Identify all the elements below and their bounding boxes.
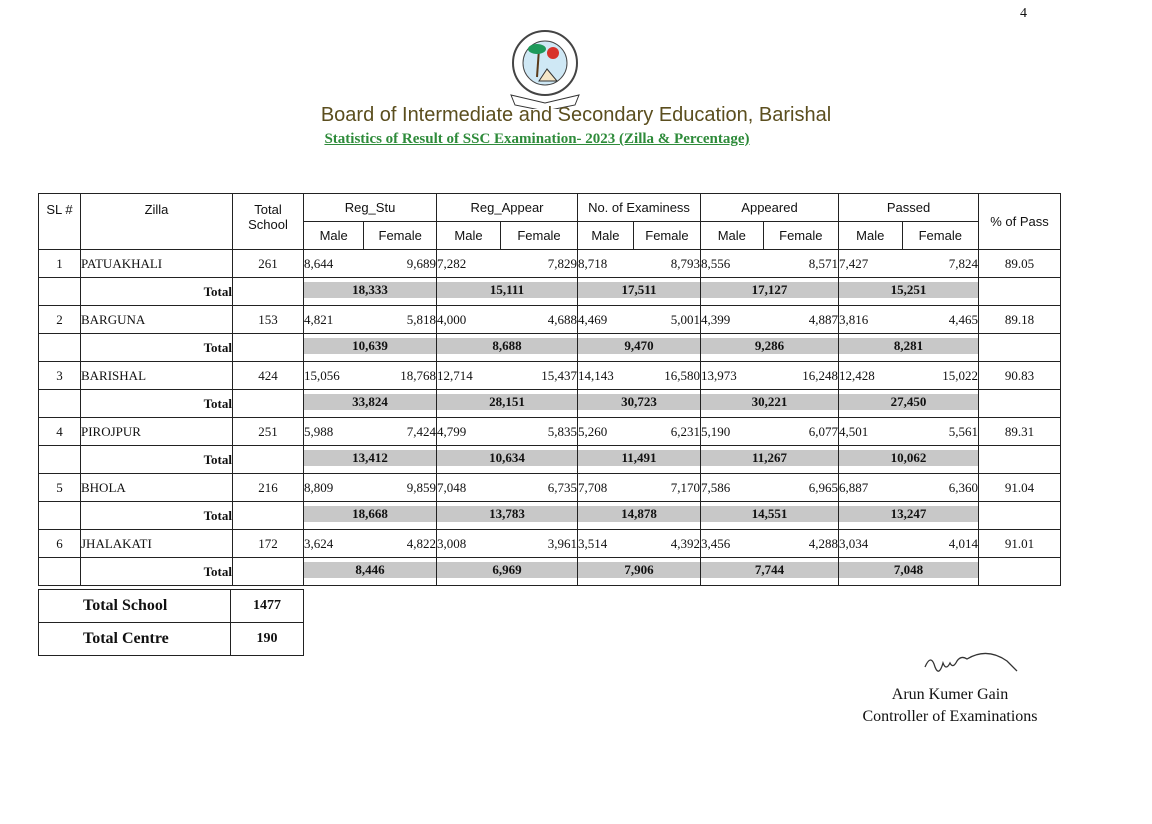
zilla-total-row bbox=[39, 278, 1061, 306]
gender-subheader bbox=[701, 222, 839, 250]
male-value: 4,501 bbox=[839, 423, 869, 439]
gender-subheader bbox=[437, 222, 578, 250]
signatory-designation: Controller of Examinations bbox=[862, 708, 1038, 725]
sl-cell: 4 bbox=[39, 418, 81, 446]
group-total-value: 14,878 bbox=[578, 506, 700, 522]
pass-pct-cell: 91.04 bbox=[979, 474, 1061, 502]
group-total-value: 28,151 bbox=[437, 394, 577, 410]
female-value: 18,768 bbox=[400, 367, 436, 383]
female-value: 15,022 bbox=[942, 367, 978, 383]
gender-subheader bbox=[304, 222, 437, 250]
male-value: 5,260 bbox=[578, 423, 608, 439]
group-total-value: 10,639 bbox=[304, 338, 436, 354]
group-total-value: 8,688 bbox=[437, 338, 577, 354]
male-value: 4,821 bbox=[304, 311, 334, 327]
female-value: 6,360 bbox=[948, 479, 978, 495]
female-value: 5,818 bbox=[406, 311, 436, 327]
total-school-cell: 172 bbox=[233, 530, 304, 558]
total-school-cell: 424 bbox=[233, 362, 304, 390]
gender-pair-cell bbox=[437, 530, 578, 558]
female-value: 15,437 bbox=[541, 367, 577, 383]
report-subtitle: Statistics of Result of SSC Examination- 2023 (Zilla & Percentage) bbox=[324, 131, 750, 147]
total-label: Total bbox=[81, 558, 233, 586]
gender-pair-cell bbox=[578, 362, 701, 390]
group-total-value: 13,247 bbox=[839, 506, 978, 522]
gender-pair-cell bbox=[437, 250, 578, 278]
pass-pct-cell: 89.05 bbox=[979, 250, 1061, 278]
subheader-male: Male bbox=[701, 222, 764, 249]
total-label: Total bbox=[81, 334, 233, 362]
sl-cell: 3 bbox=[39, 362, 81, 390]
group-total-value: 18,333 bbox=[304, 282, 436, 298]
female-value: 9,689 bbox=[406, 255, 436, 271]
male-value: 4,469 bbox=[578, 311, 608, 327]
total-school-value: 1477 bbox=[231, 590, 304, 623]
female-value: 6,735 bbox=[547, 479, 577, 495]
zilla-cell: BARISHAL bbox=[81, 362, 233, 390]
group-total-value: 6,969 bbox=[437, 562, 577, 578]
female-value: 6,077 bbox=[808, 423, 838, 439]
pass-pct-cell: 90.83 bbox=[979, 362, 1061, 390]
header-zilla: Zilla bbox=[81, 194, 233, 250]
total-school-cell: 153 bbox=[233, 306, 304, 334]
pass-pct-cell: 91.01 bbox=[979, 530, 1061, 558]
male-value: 7,048 bbox=[437, 479, 467, 495]
group-total-value: 8,446 bbox=[304, 562, 436, 578]
male-value: 8,809 bbox=[304, 479, 334, 495]
male-value: 6,887 bbox=[839, 479, 869, 495]
header-reg-appear: Reg_Appear bbox=[437, 194, 578, 222]
gender-pair-cell bbox=[578, 250, 701, 278]
total-label: Total bbox=[81, 390, 233, 418]
zilla-total-row bbox=[39, 446, 1061, 474]
male-value: 3,456 bbox=[701, 535, 731, 551]
group-total-value: 9,286 bbox=[701, 338, 838, 354]
gender-pair-cell bbox=[701, 306, 839, 334]
female-value: 7,170 bbox=[670, 479, 700, 495]
subheader-male: Male bbox=[437, 222, 501, 249]
group-total-value: 30,221 bbox=[701, 394, 838, 410]
gender-pair-cell bbox=[578, 474, 701, 502]
group-total-value: 13,412 bbox=[304, 450, 436, 466]
signature-block bbox=[830, 645, 1070, 726]
female-value: 8,571 bbox=[808, 255, 838, 271]
female-value: 6,231 bbox=[670, 423, 700, 439]
board-title: Board of Intermediate and Secondary Education, Barishal bbox=[320, 104, 832, 126]
sl-cell: 5 bbox=[39, 474, 81, 502]
subheader-male: Male bbox=[839, 222, 903, 249]
group-total-value: 9,470 bbox=[578, 338, 700, 354]
gender-subheader bbox=[578, 222, 701, 250]
male-value: 3,034 bbox=[839, 535, 869, 551]
gender-pair-cell bbox=[839, 250, 979, 278]
male-value: 14,143 bbox=[578, 367, 614, 383]
male-value: 8,718 bbox=[578, 255, 608, 271]
group-total-value: 10,062 bbox=[839, 450, 978, 466]
male-value: 3,816 bbox=[839, 311, 869, 327]
male-value: 3,624 bbox=[304, 535, 334, 551]
gender-pair-cell bbox=[701, 474, 839, 502]
female-value: 5,835 bbox=[547, 423, 577, 439]
gender-pair-cell bbox=[839, 362, 979, 390]
female-value: 16,580 bbox=[664, 367, 700, 383]
female-value: 7,424 bbox=[406, 423, 436, 439]
male-value: 7,427 bbox=[839, 255, 869, 271]
subheader-female: Female bbox=[645, 228, 689, 243]
group-total-value: 18,668 bbox=[304, 506, 436, 522]
gender-subheader bbox=[839, 222, 979, 250]
total-school-cell: 216 bbox=[233, 474, 304, 502]
female-value: 4,014 bbox=[948, 535, 978, 551]
female-value: 4,822 bbox=[406, 535, 436, 551]
subheader-female: Female bbox=[517, 228, 561, 243]
header-pass-pct: % of Pass bbox=[979, 194, 1061, 250]
subheader-female: Female bbox=[378, 228, 422, 243]
female-value: 8,793 bbox=[670, 255, 700, 271]
male-value: 3,514 bbox=[578, 535, 608, 551]
gender-pair-cell bbox=[839, 530, 979, 558]
zilla-cell: BHOLA bbox=[81, 474, 233, 502]
group-total-value: 10,634 bbox=[437, 450, 577, 466]
sl-cell: 2 bbox=[39, 306, 81, 334]
gender-pair-cell bbox=[304, 474, 437, 502]
zilla-cell: PATUAKHALI bbox=[81, 250, 233, 278]
group-total-value: 17,127 bbox=[701, 282, 838, 298]
total-school-cell: 251 bbox=[233, 418, 304, 446]
gender-pair-cell bbox=[578, 306, 701, 334]
female-value: 4,288 bbox=[808, 535, 838, 551]
male-value: 12,428 bbox=[839, 367, 875, 383]
gender-pair-cell bbox=[701, 362, 839, 390]
total-school-label: Total School bbox=[39, 590, 231, 623]
male-value: 7,282 bbox=[437, 255, 467, 271]
subheader-female: Female bbox=[779, 228, 823, 243]
sl-cell: 1 bbox=[39, 250, 81, 278]
gender-pair-cell bbox=[578, 530, 701, 558]
group-total-value: 15,251 bbox=[839, 282, 978, 298]
zilla-cell: BARGUNA bbox=[81, 306, 233, 334]
group-total-value: 14,551 bbox=[701, 506, 838, 522]
total-label: Total bbox=[81, 278, 233, 306]
gender-pair-cell bbox=[437, 306, 578, 334]
male-value: 8,556 bbox=[701, 255, 731, 271]
zilla-row bbox=[39, 250, 1061, 278]
zilla-cell: JHALAKATI bbox=[81, 530, 233, 558]
female-value: 9,859 bbox=[406, 479, 436, 495]
gender-pair-cell bbox=[437, 362, 578, 390]
male-value: 7,586 bbox=[701, 479, 731, 495]
subheader-male: Male bbox=[578, 222, 634, 249]
gender-pair-cell bbox=[304, 530, 437, 558]
gender-pair-cell bbox=[839, 474, 979, 502]
female-value: 7,824 bbox=[948, 255, 978, 271]
header-appeared: Appeared bbox=[701, 194, 839, 222]
zilla-row bbox=[39, 474, 1061, 502]
group-total-value: 13,783 bbox=[437, 506, 577, 522]
male-value: 13,973 bbox=[701, 367, 737, 383]
total-school-cell: 261 bbox=[233, 250, 304, 278]
header-reg-stu: Reg_Stu bbox=[304, 194, 437, 222]
male-value: 5,988 bbox=[304, 423, 334, 439]
male-value: 4,799 bbox=[437, 423, 467, 439]
gender-pair-cell bbox=[701, 250, 839, 278]
handwritten-signature bbox=[915, 645, 1035, 681]
female-value: 4,392 bbox=[670, 535, 700, 551]
zilla-total-row bbox=[39, 334, 1061, 362]
total-label: Total bbox=[81, 502, 233, 530]
female-value: 4,688 bbox=[547, 311, 577, 327]
zilla-total-row bbox=[39, 558, 1061, 586]
male-value: 3,008 bbox=[437, 535, 467, 551]
group-total-value: 7,906 bbox=[578, 562, 700, 578]
male-value: 15,056 bbox=[304, 367, 340, 383]
gender-pair-cell bbox=[304, 306, 437, 334]
group-total-value: 7,744 bbox=[701, 562, 838, 578]
group-total-value: 11,491 bbox=[578, 450, 700, 466]
subheader-female: Female bbox=[918, 228, 962, 243]
male-value: 4,000 bbox=[437, 311, 467, 327]
group-total-value: 8,281 bbox=[839, 338, 978, 354]
header-total-school: Total School bbox=[233, 194, 304, 250]
total-centre-label: Total Centre bbox=[39, 623, 231, 656]
male-value: 5,190 bbox=[701, 423, 731, 439]
total-label: Total bbox=[81, 446, 233, 474]
group-total-value: 27,450 bbox=[839, 394, 978, 410]
pass-pct-cell: 89.18 bbox=[979, 306, 1061, 334]
group-total-value: 15,111 bbox=[437, 282, 577, 298]
gender-pair-cell bbox=[437, 474, 578, 502]
subheader-male: Male bbox=[304, 222, 364, 249]
gender-pair-cell bbox=[839, 418, 979, 446]
group-total-value: 7,048 bbox=[839, 562, 978, 578]
summary-table bbox=[38, 589, 304, 656]
sl-cell: 6 bbox=[39, 530, 81, 558]
male-value: 12,714 bbox=[437, 367, 473, 383]
gender-pair-cell bbox=[701, 530, 839, 558]
result-statistics-table bbox=[38, 193, 1061, 586]
female-value: 6,965 bbox=[808, 479, 838, 495]
signatory-name: Arun Kumer Gain bbox=[891, 686, 1009, 703]
group-total-value: 30,723 bbox=[578, 394, 700, 410]
female-value: 5,561 bbox=[948, 423, 978, 439]
board-seal-logo bbox=[503, 25, 587, 109]
female-value: 4,465 bbox=[948, 311, 978, 327]
group-total-value: 17,511 bbox=[578, 282, 700, 298]
gender-pair-cell bbox=[304, 362, 437, 390]
zilla-total-row bbox=[39, 390, 1061, 418]
zilla-row bbox=[39, 530, 1061, 558]
female-value: 3,961 bbox=[547, 535, 577, 551]
header-passed: Passed bbox=[839, 194, 979, 222]
female-value: 16,248 bbox=[802, 367, 838, 383]
pass-pct-cell: 89.31 bbox=[979, 418, 1061, 446]
zilla-row bbox=[39, 362, 1061, 390]
gender-pair-cell bbox=[578, 418, 701, 446]
header-examinees: No. of Examiness bbox=[578, 194, 701, 222]
group-total-value: 11,267 bbox=[701, 450, 838, 466]
header-sl: SL # bbox=[39, 194, 81, 250]
group-total-value: 33,824 bbox=[304, 394, 436, 410]
gender-pair-cell bbox=[437, 418, 578, 446]
zilla-total-row bbox=[39, 502, 1061, 530]
zilla-row bbox=[39, 418, 1061, 446]
female-value: 4,887 bbox=[808, 311, 838, 327]
gender-pair-cell bbox=[701, 418, 839, 446]
zilla-row bbox=[39, 306, 1061, 334]
male-value: 8,644 bbox=[304, 255, 334, 271]
zilla-cell: PIROJPUR bbox=[81, 418, 233, 446]
female-value: 5,001 bbox=[670, 311, 700, 327]
gender-pair-cell bbox=[839, 306, 979, 334]
male-value: 4,399 bbox=[701, 311, 731, 327]
gender-pair-cell bbox=[304, 250, 437, 278]
total-centre-value: 190 bbox=[231, 623, 304, 656]
page-number: 4 bbox=[1020, 6, 1027, 21]
male-value: 7,708 bbox=[578, 479, 608, 495]
gender-pair-cell bbox=[304, 418, 437, 446]
female-value: 7,829 bbox=[547, 255, 577, 271]
